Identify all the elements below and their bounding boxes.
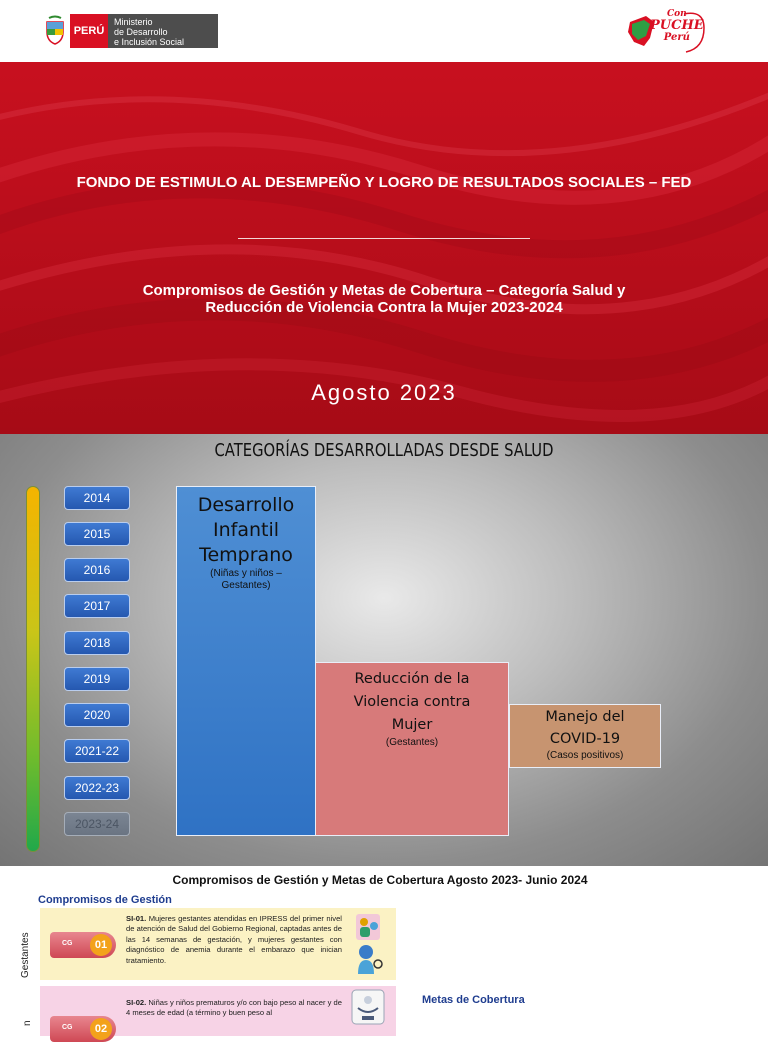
year-button-2020[interactable]: 2020 [64, 703, 130, 727]
indicator-text: Niñas y niños prematuros y/o con bajo peso al nacer y de 4 meses de edad (a término y buen peso al [126, 998, 342, 1018]
commitment-description [126, 998, 342, 1019]
indicator-code: SI-02. [126, 998, 147, 1007]
category-population: (Casos positivos) [546, 750, 624, 761]
compromisos-heading: Compromisos de Gestión [38, 894, 172, 906]
ministry-name [108, 14, 218, 48]
year-button-2019[interactable]: 2019 [64, 667, 130, 691]
brand-line: Con [666, 9, 687, 19]
coat-of-arms-icon [44, 16, 66, 46]
indicator-code: SI-01. [126, 914, 147, 923]
document-title: FONDO DE ESTIMULO AL DESEMPEÑO Y LOGRO DE RESULTADOS SOCIALES – FED [76, 174, 692, 191]
title-divider [238, 238, 530, 239]
category-desarrollo-infantil[interactable] [176, 486, 316, 836]
timeline-gradient-bar [26, 486, 40, 852]
category-name [510, 705, 660, 750]
category-name [177, 487, 315, 568]
commitment-description [126, 914, 342, 966]
category-name-line: Violencia contra [353, 694, 471, 710]
top-header [0, 0, 768, 62]
section-title: Compromisos de Gestión y Metas de Cobertura Agosto 2023- Junio 2024 [172, 873, 588, 887]
cg-number: 01 [90, 934, 112, 956]
category-violencia-mujer[interactable] [315, 662, 509, 836]
category-name-line: COVID-19 [549, 731, 621, 747]
category-name [316, 663, 508, 737]
commitment-row [40, 908, 396, 980]
category-population-line: Gestantes) [221, 580, 271, 591]
ministry-line: Ministerio [114, 17, 153, 27]
panel-title: CATEGORÍAS DESARROLLADAS DESDE SALUD [214, 440, 554, 461]
cg-tag [50, 1016, 116, 1042]
ministry-line: e Inclusión Social [114, 37, 185, 47]
year-button-2017[interactable]: 2017 [64, 594, 130, 618]
cg-tag [50, 932, 116, 958]
year-button-2016[interactable]: 2016 [64, 558, 130, 582]
subtitle-line: Compromisos de Gestión y Metas de Cobertura – Categoría Salud y [142, 282, 626, 299]
category-name-line: Reducción de la [354, 671, 470, 687]
pregnant-woman-icon [350, 912, 386, 976]
cover-banner [0, 62, 768, 434]
document-date: Agosto 2023 [311, 380, 457, 405]
government-logo[interactable] [44, 14, 218, 48]
brand-line: Perú [663, 32, 690, 43]
commitments-section [0, 866, 768, 1035]
secondary-side-label: n [22, 1020, 33, 1026]
category-name-line: Manejo del [545, 709, 625, 725]
year-button-2014[interactable]: 2014 [64, 486, 130, 510]
category-name-line: Temprano [199, 544, 293, 566]
category-name-line: Desarrollo [197, 494, 295, 516]
document-subtitle [90, 282, 678, 316]
year-button-2015[interactable]: 2015 [64, 522, 130, 546]
indicator-text: Mujeres gestantes atendidas en IPRESS del primer nivel de atención de Salud del Gobierno Regional, captadas antes de las 14 semanas de gestación, y mujeres gestantes con diagnóstico de anemia durante el embarazo que inician tratamiento. [126, 914, 342, 965]
category-population: (Gestantes) [385, 737, 439, 748]
metas-heading: Metas de Cobertura [422, 994, 525, 1006]
year-button-2018[interactable]: 2018 [64, 631, 130, 655]
brand-line: PUCHE [650, 18, 704, 33]
year-button-2022-23[interactable]: 2022-23 [64, 776, 130, 800]
year-button-2021-22[interactable]: 2021-22 [64, 739, 130, 763]
category-name-line: Mujer [391, 717, 433, 733]
category-population-line: (Niñas y niños – [210, 568, 282, 579]
cg-label: CG [62, 940, 73, 947]
cg-number: 02 [90, 1018, 112, 1040]
gestantes-side-label: Gestantes [20, 932, 31, 978]
baby-scale-icon [350, 988, 386, 1028]
cg-label: CG [62, 1024, 73, 1031]
category-name-line: Infantil [212, 519, 280, 541]
year-button-2023-24[interactable]: 2023-24 [64, 812, 130, 836]
commitment-row [40, 986, 396, 1036]
peru-badge: PERÚ [70, 14, 108, 48]
category-population [177, 568, 315, 592]
categories-panel [0, 434, 768, 866]
ministry-line: de Desarrollo [114, 27, 168, 37]
subtitle-line: Reducción de Violencia Contra la Mujer 2023-2024 [205, 299, 563, 316]
wave-background [0, 62, 768, 434]
category-covid[interactable] [509, 704, 661, 768]
brand-logo-text [650, 8, 704, 44]
